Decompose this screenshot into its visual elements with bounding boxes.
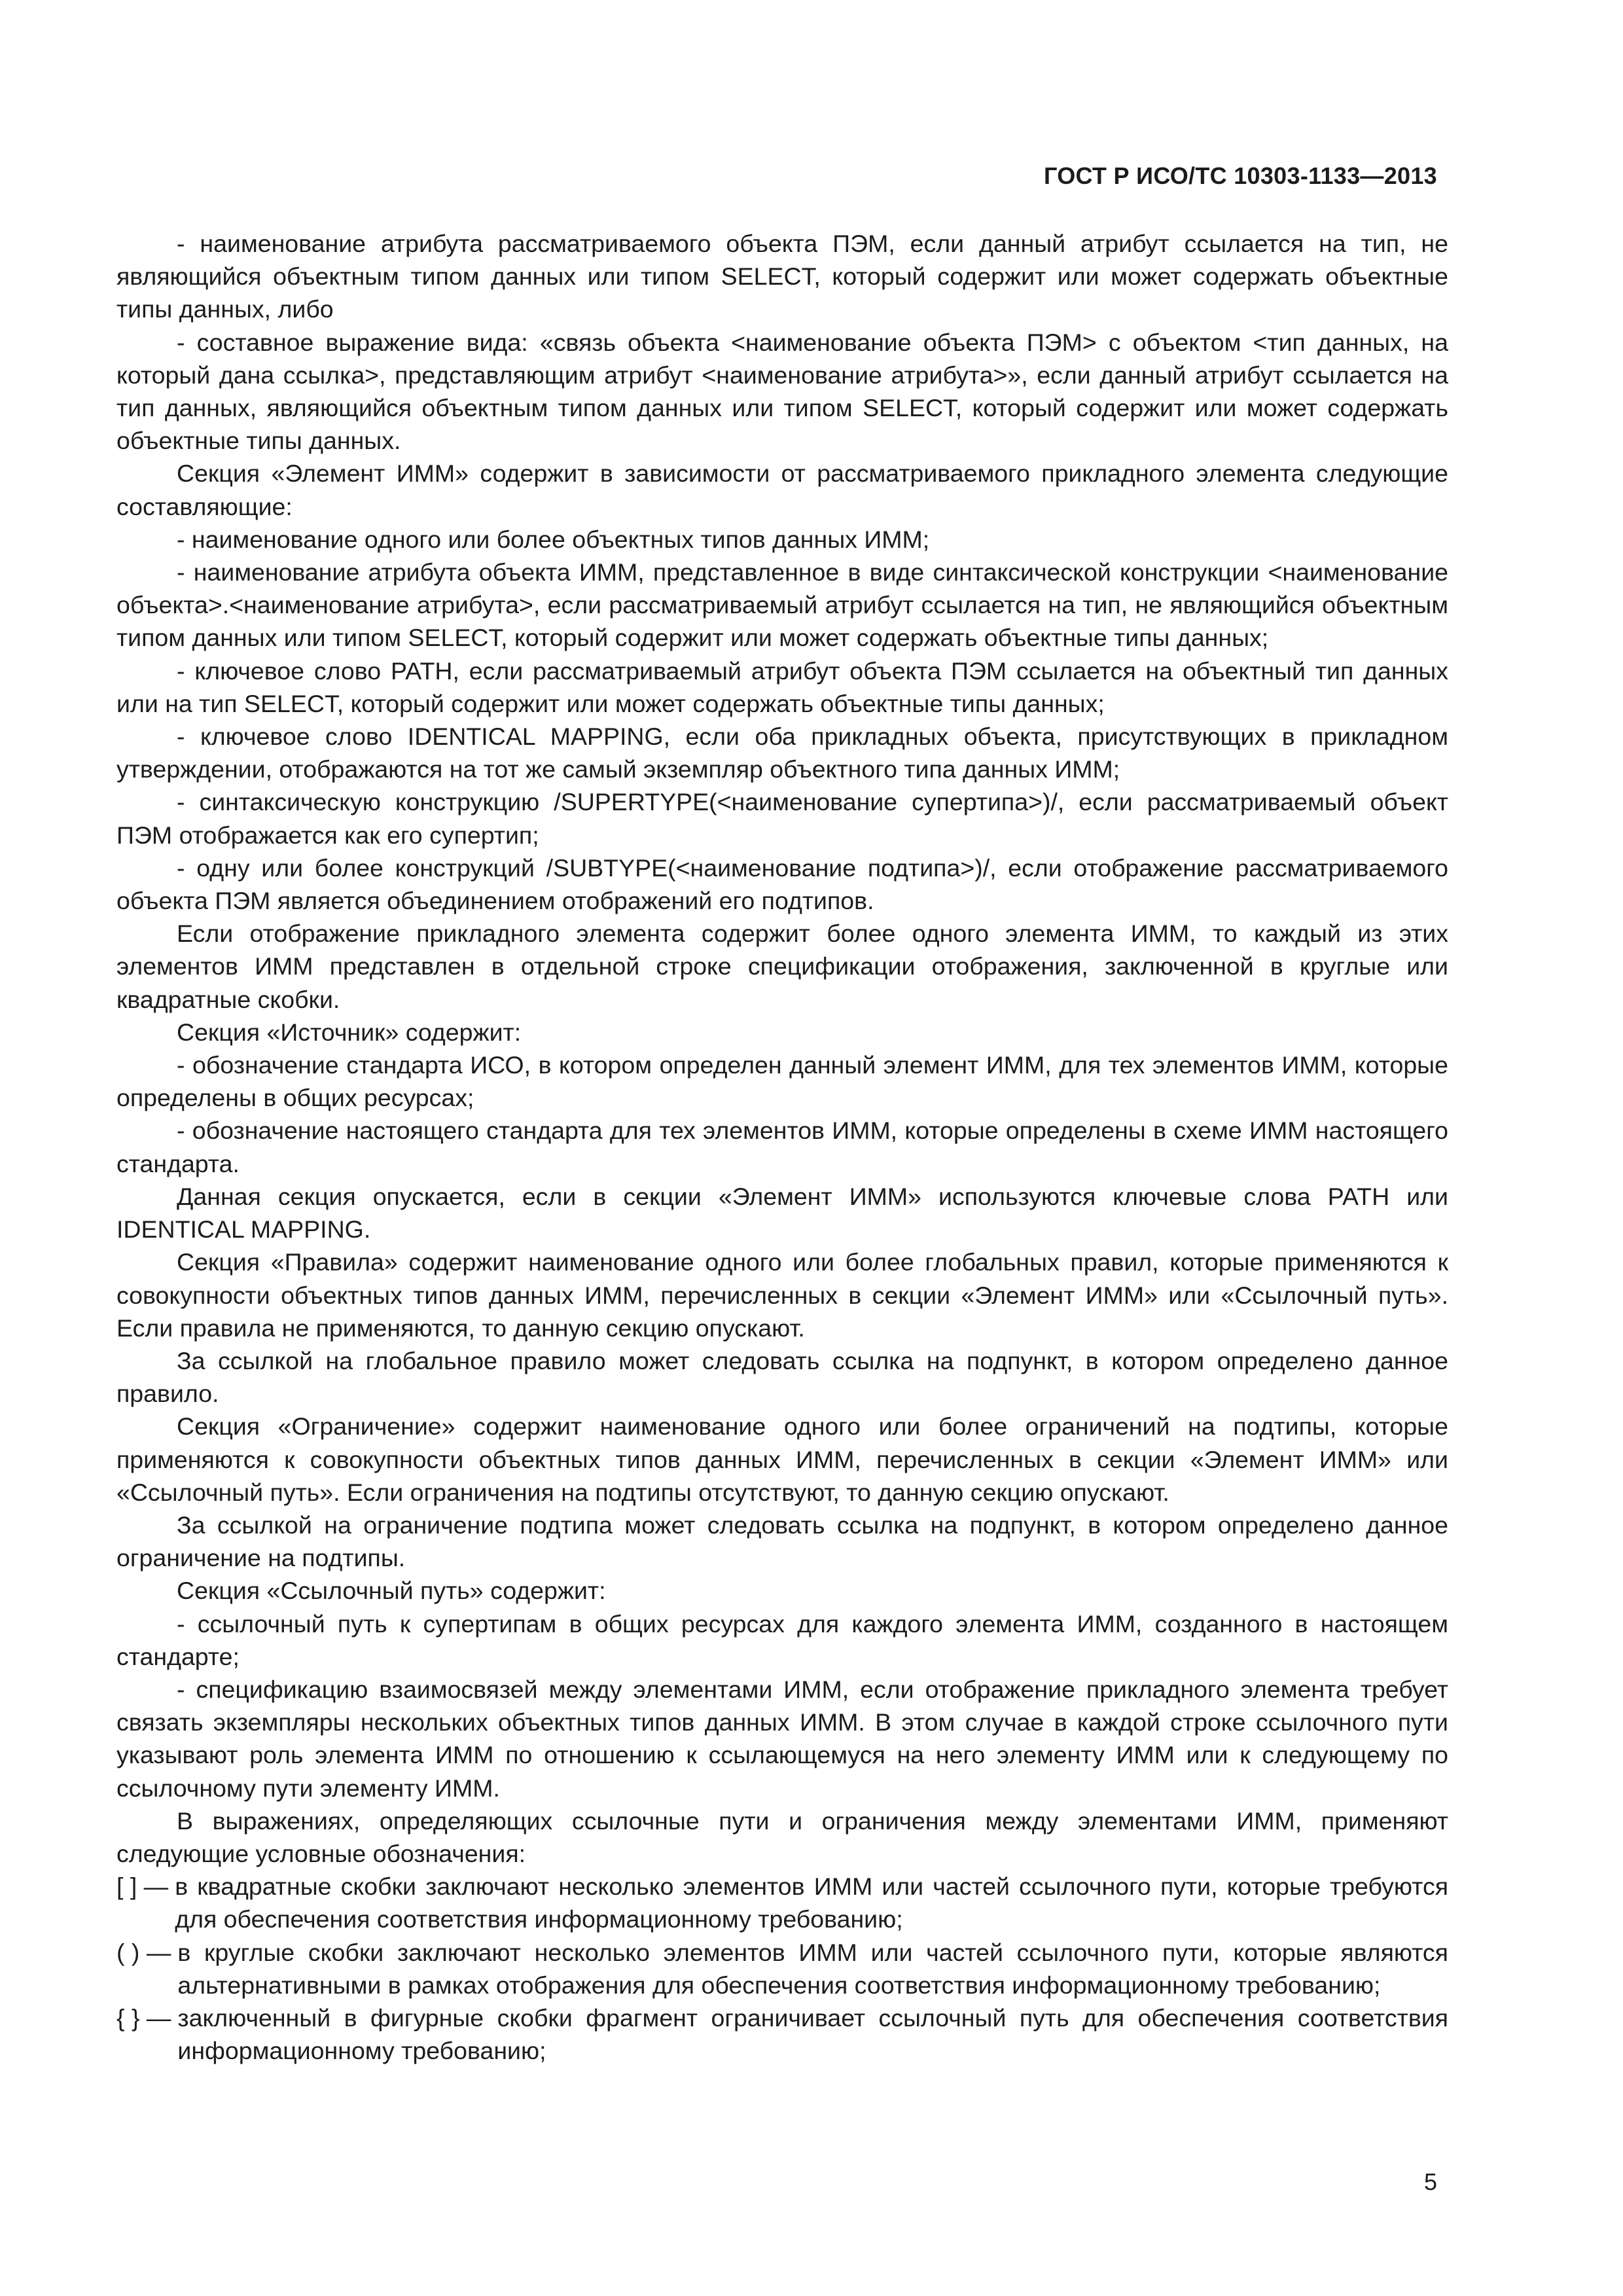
paragraph: - наименование одного или более объектных типов данных ИММ;	[177, 525, 930, 553]
paragraph: - наименование атрибута рассматриваемого объекта ПЭМ, если данный атрибут ссылается на тип, не являющийся объектным типом данных или типом SELECT, который содержит или может содержать объектные типы данных, либо	[116, 230, 1448, 323]
document-header	[1044, 162, 1437, 190]
standard-designation: ГОСТ Р ИСО/ТС 10303-1133—2013	[1044, 162, 1437, 189]
notation-symbol: [ ] —	[116, 1873, 169, 1901]
notation-item	[116, 1870, 1448, 1935]
notation-symbol: ( ) —	[116, 1938, 171, 1966]
paragraph: Секция «Источник» содержит:	[177, 1018, 522, 1046]
paragraph: - обозначение стандарта ИСО, в котором определен данный элемент ИММ, для тех элементов ИММ, которые определены в общих ресурсах;	[116, 1051, 1448, 1112]
paragraph: В выражениях, определяющих ссылочные пути и ограничения между элементами ИММ, применяют следующие условные обозначения:	[116, 1806, 1448, 1867]
paragraph: - составное выражение вида: «связь объекта <наименование объекта ПЭМ> с объектом <тип данных, на который дана ссылка>, представляющим атрибут <наименование атрибута>», если данный атрибут ссылается на тип данных, являющийся объектным типом данных или типом SELECT, который содержит или может содержать объектные типы данных.	[116, 328, 1448, 455]
notation-description: в круглые скобки заключают несколько элементов ИММ или частей ссылочного пути, которые являются альтернативными в рамках отображения для обеспечения соответствия информационному требованию;	[177, 1938, 1448, 1999]
paragraph: Данная секция опускается, если в секции «Элемент ИММ» используются ключевые слова PATH или IDENTICAL MAPPING.	[116, 1182, 1448, 1244]
paragraph: - наименование атрибута объекта ИММ, представленное в виде синтаксической конструкции <наименование объекта>.<наименование атрибута>, если рассматриваемый атрибут ссылается на тип, не являющийся объектным типом данных или типом SELECT, который содержит или может содержать объектные типы данных;	[116, 558, 1448, 652]
notation-item	[116, 1936, 1448, 2001]
paragraph: - ссылочный путь к супертипам в общих ресурсах для каждого элемента ИММ, созданного в настоящем стандарте;	[116, 1609, 1448, 1670]
notation-symbol: { } —	[116, 2003, 171, 2032]
paragraph: - спецификацию взаимосвязей между элементами ИММ, если отображение прикладного элемента требует связать экземпляры нескольких объектных типов данных ИММ. В этом случае в каждой строке ссылочного пути указывают роль элемента ИММ по отношению к ссылающемуся на него элементу ИММ или к следующему по ссылочному пути элементу ИММ.	[116, 1675, 1448, 1802]
paragraph: Секция «Ссылочный путь» содержит:	[177, 1577, 606, 1605]
paragraph: За ссылкой на глобальное правило может следовать ссылка на подпункт, в котором определено данное правило.	[116, 1346, 1448, 1408]
paragraph: - ключевое слово IDENTICAL MAPPING, если оба прикладных объекта, присутствующих в прикладном утверждении, отображаются на тот же самый экземпляр объектного типа данных ИММ;	[116, 723, 1448, 783]
paragraph: Секция «Правила» содержит наименование одного или более глобальных правил, которые применяются к совокупности объектных типов данных ИММ, перечисленных в секции «Элемент ИММ» или «Ссылочный путь». Если правила не применяются, то данную секцию опускают.	[116, 1248, 1448, 1342]
notation-item	[116, 2001, 1448, 2067]
page-body	[116, 227, 1448, 2067]
paragraph: За ссылкой на ограничение подтипа может следовать ссылка на подпункт, в котором определено данное ограничение на подтипы.	[116, 1511, 1448, 1572]
paragraph: - ключевое слово PATH, если рассматриваемый атрибут объекта ПЭМ ссылается на объектный тип данных или на тип SELECT, который содержит или может содержать объектные типы данных;	[116, 656, 1448, 717]
notation-description: заключенный в фигурные скобки фрагмент ограничивает ссылочный путь для обеспечения соответствия информационному требованию;	[177, 2003, 1448, 2065]
paragraph: Секция «Ограничение» содержит наименование одного или более ограничений на подтипы, которые применяются к совокупности объектных типов данных ИММ, перечисленных в секции «Элемент ИММ» или «Ссылочный путь». Если ограничения на подтипы отсутствуют, то данную секцию опускают.	[116, 1412, 1448, 1506]
notation-list	[116, 1870, 1448, 2067]
paragraph: Секция «Элемент ИММ» содержит в зависимости от рассматриваемого прикладного элемента следующие составляющие:	[116, 459, 1448, 520]
page-number: 5	[1423, 2168, 1437, 2195]
paragraph: - синтаксическую конструкцию /SUPERTYPE(<наименование супертипа>)/, если рассматриваемый объект ПЭМ отображается как его супертип;	[116, 788, 1448, 849]
paragraph: - обозначение настоящего стандарта для тех элементов ИММ, которые определены в схеме ИММ настоящего стандарта.	[116, 1117, 1448, 1177]
paragraph: Если отображение прикладного элемента содержит более одного элемента ИММ, то каждый из этих элементов ИММ представлен в отдельной строке спецификации отображения, заключенной в круглые или квадратные скобки.	[116, 920, 1448, 1013]
notation-description: в квадратные скобки заключают несколько элементов ИММ или частей ссылочного пути, которые требуются для обеспечения соответствия информационному требованию;	[175, 1873, 1448, 1933]
paragraph: - одну или более конструкций /SUBTYPE(<наименование подтипа>)/, если отображение рассматриваемого объекта ПЭМ является объединением отображений его подтипов.	[116, 853, 1448, 915]
